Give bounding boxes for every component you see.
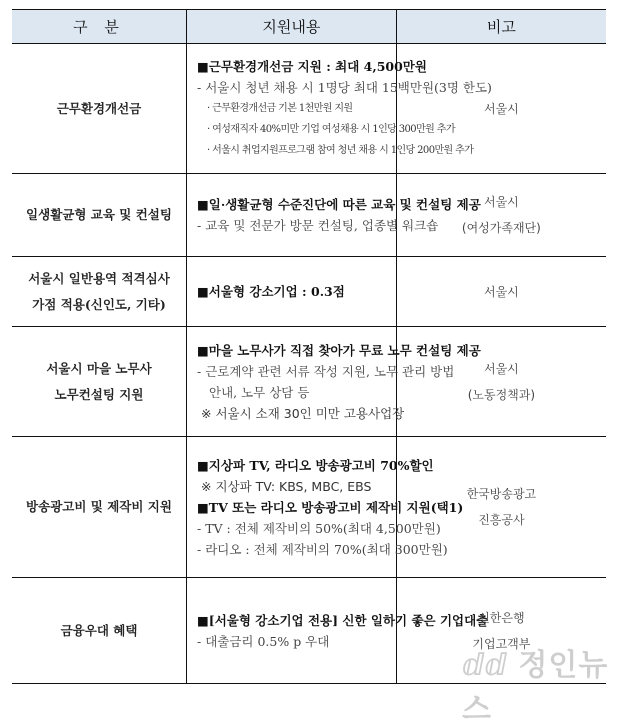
content-item: - TV : 전체 제작비의 50%(최대 4,500만원) [197,520,441,536]
news-watermark-logo: ⅆⅆ 정인뉴스 [462,648,609,727]
table-header-row [12,10,606,44]
content-note: ※ 서울시 소재 30인 미만 고용사업장 [201,405,405,421]
content-item: - 서울시 청년 채용 시 1명당 최대 15백만원(3명 한도) [197,80,492,95]
content-item: - 라디오 : 전체 제작비의 70%(최대 300만원) [197,541,448,557]
row-content [187,578,489,684]
row-category: 일생활균형 교육 및 컨설팅 [12,174,187,257]
content-note: ※ 지상파 TV: KBS, MBC, EBS [201,478,372,494]
row-remarks: 서울시 (노동정책과) [396,327,606,437]
content-heading: ■지상파 TV, 라디오 방송광고비 70%할인 [197,457,434,473]
table-row [12,437,606,578]
row-remarks: 서울시 [396,257,606,327]
table-row [12,174,606,257]
content-item: - 근로계약 관련 서류 작성 지원, 노무 관리 방법 [197,363,455,379]
row-category: 금융우대 혜택 [12,578,187,684]
content-heading: ■일·생활균형 수준진단에 따른 교육 및 컨설팅 제공 [197,197,481,212]
content-item: - 대출금리 0.5% p 우대 [197,633,330,649]
content-subitem: · 근무환경개선금 기본 1천만원 지원 [207,103,353,114]
row-remarks: 서울시 [396,44,606,174]
content-heading: ■근무환경개선금 지원 : 최대 4,500만원 [197,59,427,74]
header-remarks: 비고 [396,10,606,44]
content-item-continued: 안내, 노무 상담 등 [209,384,310,400]
table-row [12,257,606,327]
content-subitem: · 서울시 취업지원프로그램 참여 청년 채용 시 1인당 200만원 추가 [207,145,474,156]
row-category: 방송광고비 및 제작비 지원 [12,437,187,578]
table-row [12,327,606,437]
content-heading: ■서울형 강소기업 : 0.3점 [197,284,345,299]
content-heading: ■TV 또는 라디오 방송광고비 제작비 지원(택1) [197,499,464,515]
content-subitem: · 여성재직자 40%미만 기업 여성채용 시 1인당 300만원 추가 [207,124,455,135]
row-category: 서울시 일반용역 적격심사 가점 적용(신인도, 기타) [12,257,187,327]
row-category: 근무환경개선금 [12,44,187,174]
header-category: 구 분 [12,10,187,44]
row-content [187,437,464,578]
row-content [187,174,481,257]
content-item: - 교육 및 전문가 방문 컨설팅, 업종별 워크숍 [197,218,439,233]
row-content [187,257,397,327]
row-category: 서울시 마을 노무사 노무컨설팅 지원 [12,327,187,437]
row-remarks: 서울시 (여성가족재단) [396,174,606,257]
header-support-content: 지원내용 [187,10,397,44]
content-heading: ■[서울형 강소기업 전용] 신한 일하기 좋은 기업대출 [197,612,489,628]
content-heading: ■마을 노무사가 직접 찾아가 무료 노무 컨설팅 제공 [197,342,481,358]
row-content [187,327,481,437]
table-row [12,44,606,174]
row-remarks: 한국방송광고 진흥공사 [396,437,606,578]
row-content [187,44,492,174]
row-remarks: 신한은행 기업고객부 [396,578,606,684]
support-program-table [12,9,606,684]
